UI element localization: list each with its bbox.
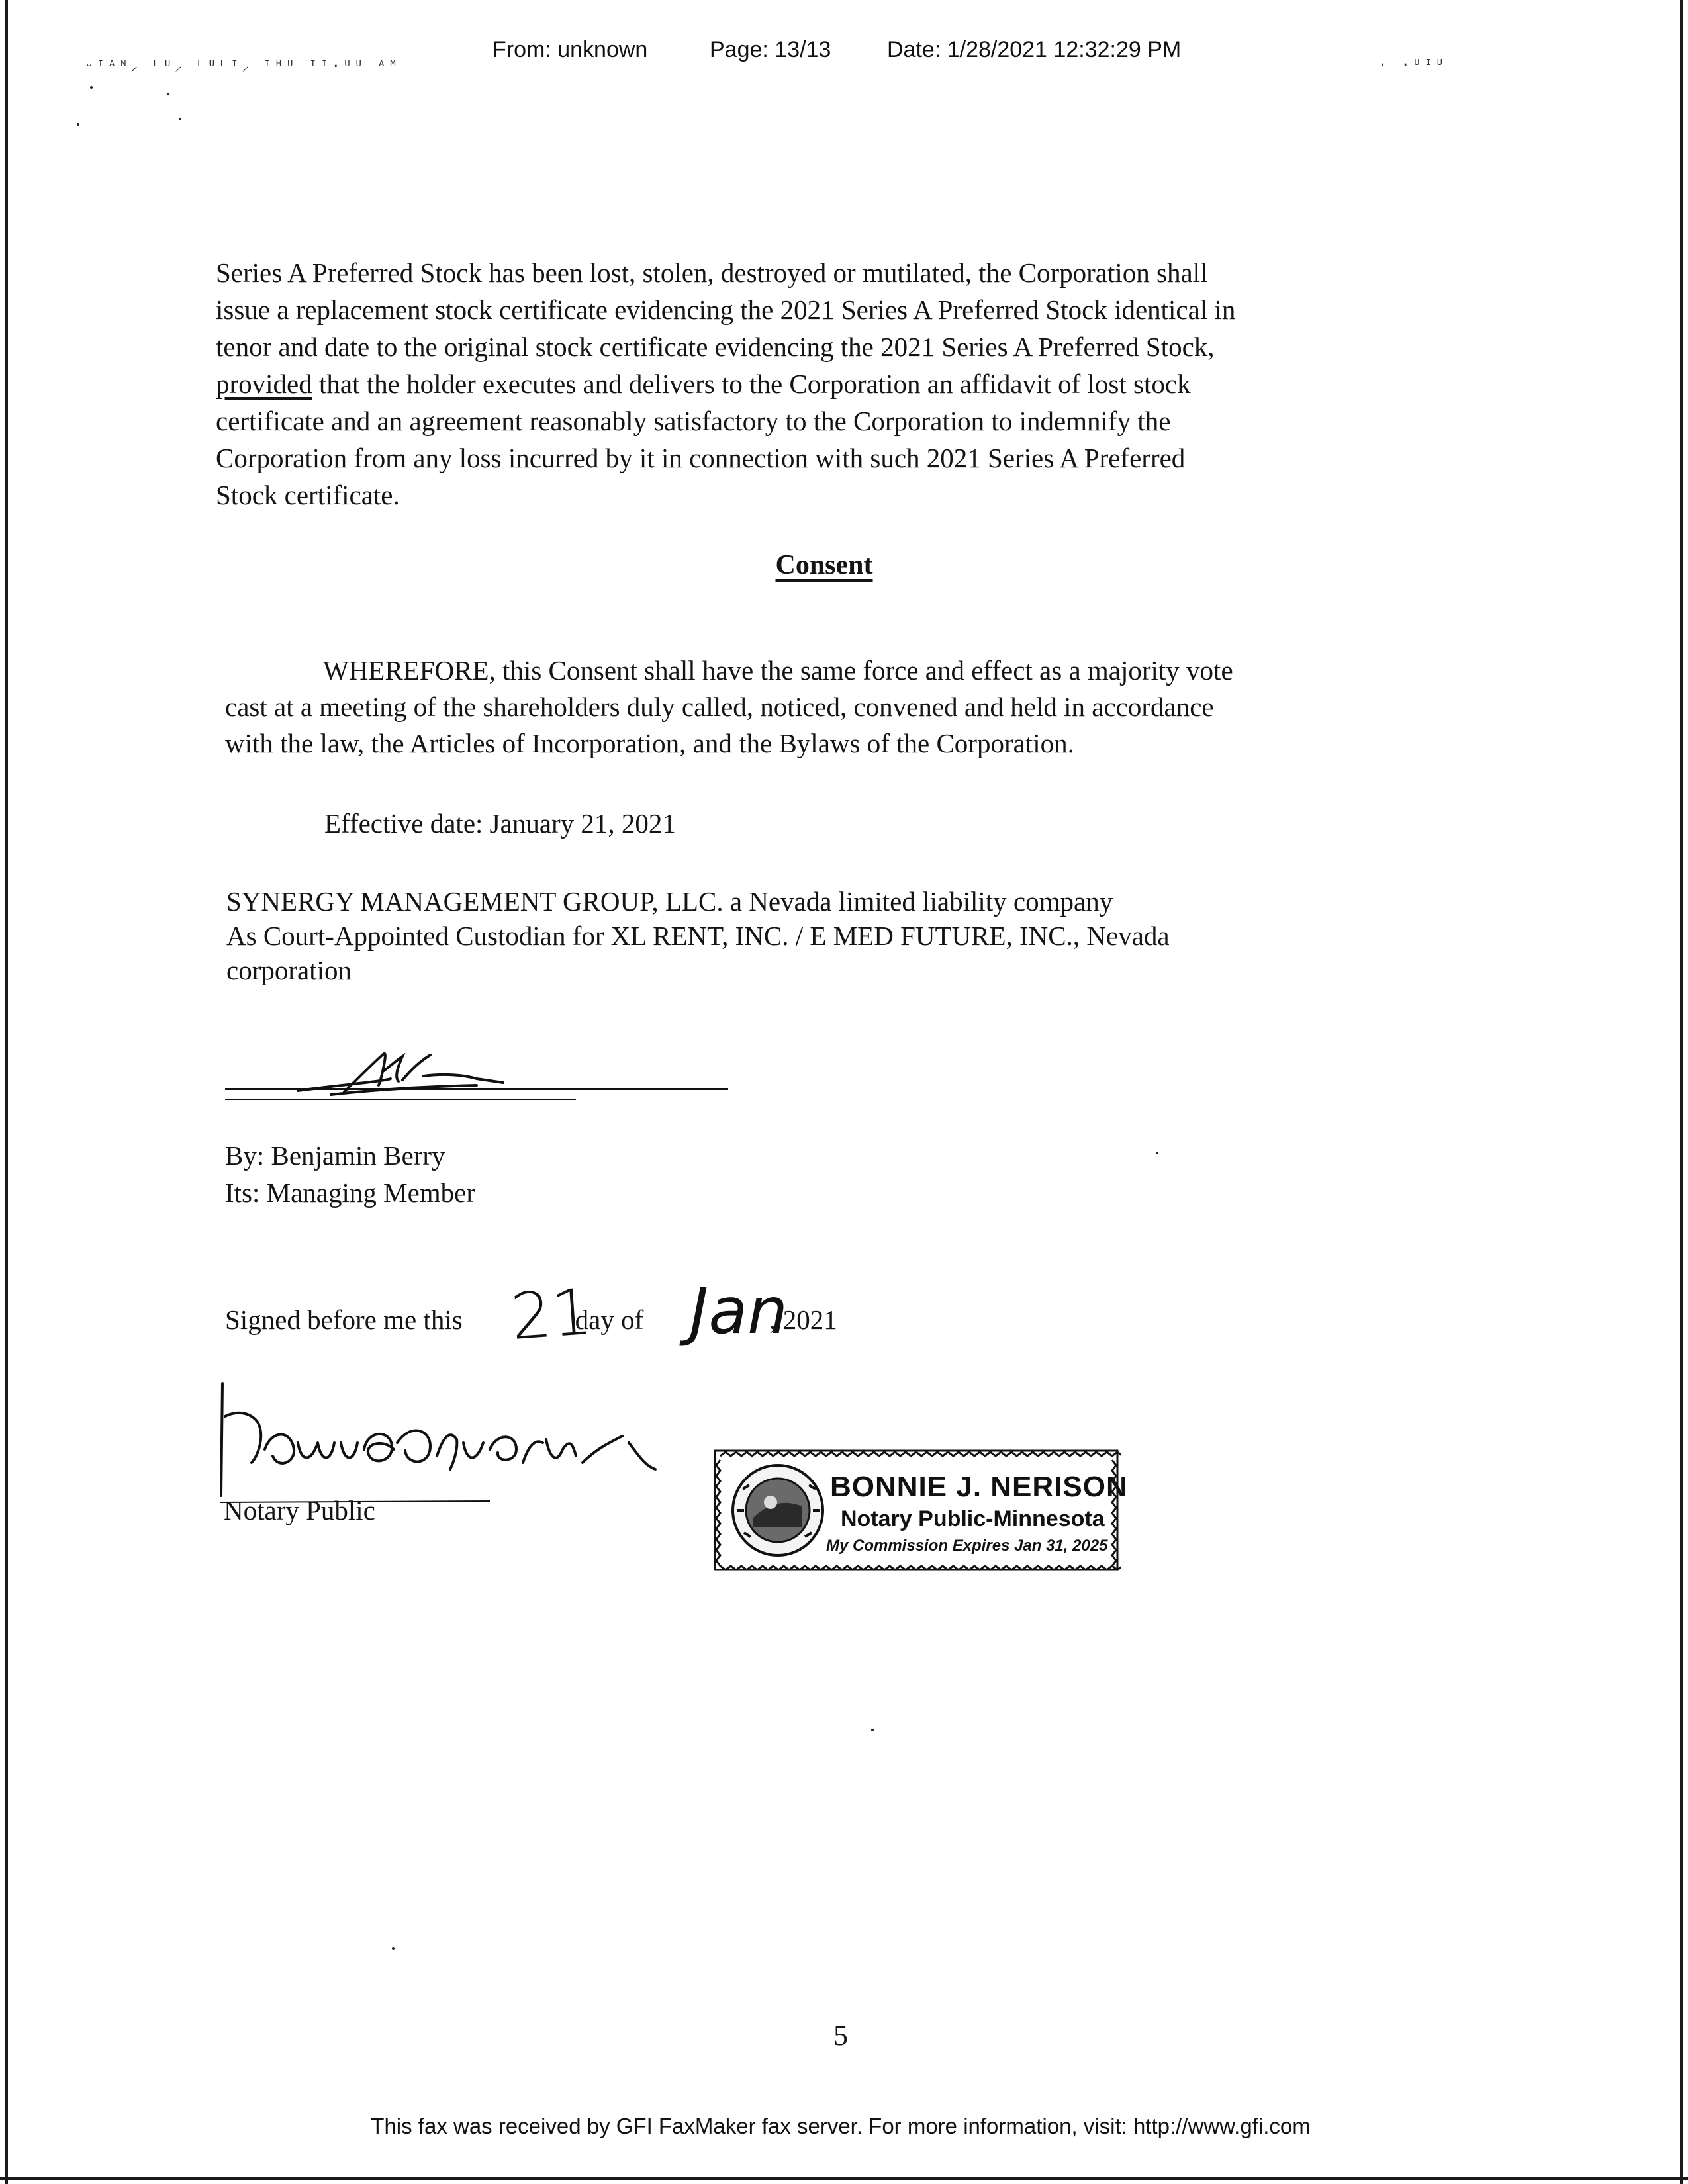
- company-line: SYNERGY MANAGEMENT GROUP, LLC. a Nevada limited liability company: [226, 886, 1113, 917]
- state-seal-emblem-icon: [729, 1459, 826, 1562]
- paragraph-line: Stock certificate.: [216, 480, 400, 510]
- signatory-name: By: Benjamin Berry: [225, 1140, 445, 1171]
- notary-signature-block: [212, 1377, 662, 1509]
- company-block: [226, 884, 1170, 987]
- attestation-day-of: day of: [575, 1304, 644, 1335]
- indemnity-paragraph: [216, 254, 1460, 514]
- handwritten-month: Jan: [690, 1274, 788, 1348]
- paragraph-line: WHEREFORE, this Consent shall have the same force and effect as a majority vote: [323, 655, 1233, 686]
- provided-term: provided: [216, 369, 312, 399]
- scan-border-left: [5, 0, 8, 2184]
- fax-date: Date: 1/28/2021 12:32:29 PM: [887, 37, 1182, 62]
- scan-noise-right: · ·ᵁᴵᵁ: [1378, 57, 1447, 73]
- paragraph-line: Series A Preferred Stock has been lost, stolen, destroyed or mutilated, the Corporation shall: [216, 257, 1208, 288]
- paragraph-line: with the law, the Articles of Incorporation, and the Bylaws of the Corporation.: [225, 728, 1074, 758]
- notary-commission-expiry: My Commission Expires Jan 31, 2025: [826, 1537, 1108, 1555]
- scan-speck: [77, 123, 79, 126]
- effective-date: Effective date: January 21, 2021: [324, 808, 676, 839]
- scan-noise-left: ᵕᴵᴬᴺ⸝ ᴸᵁ⸝ ᴸᵁᴸᴵ⸝ ᴵᴴᵁ ᴵᴵ·ᵁᵁ ᴬᴹ: [85, 58, 400, 75]
- paragraph-line-rest: that the holder executes and delivers to the Corporation an affidavit of lost stock: [312, 369, 1191, 399]
- paragraph-line: cast at a meeting of the shareholders duly called, noticed, convened and held in accordance: [225, 692, 1214, 722]
- paragraph-line: issue a replacement stock certificate evidencing the 2021 Series A Preferred Stock identical in: [216, 295, 1236, 325]
- scan-speck: [167, 93, 169, 95]
- signature-line: [225, 1099, 576, 1100]
- company-line: As Court-Appointed Custodian for XL RENT, INC. / E MED FUTURE, INC., Nevada: [226, 921, 1170, 951]
- scan-speck: [871, 1729, 874, 1731]
- scan-speck: [392, 1947, 395, 1950]
- signature-block: [225, 1039, 741, 1112]
- signatory-title: Its: Managing Member: [225, 1177, 476, 1208]
- notary-seal: [711, 1447, 1128, 1574]
- consent-heading: Consent: [775, 550, 873, 580]
- signature-line: [225, 1088, 728, 1090]
- paragraph-line: tenor and date to the original stock certificate evidencing the 2021 Series A Preferred Stock,: [216, 332, 1215, 362]
- nerison-signature-icon: [212, 1377, 662, 1509]
- scan-speck: [1156, 1152, 1158, 1154]
- paragraph-line: [216, 365, 1460, 402]
- company-line: corporation: [226, 955, 352, 985]
- handwritten-day: 21: [508, 1274, 594, 1355]
- page-number: 5: [833, 2019, 848, 2052]
- paragraph-line: Corporation from any loss incurred by it in connection with such 2021 Series A Preferred: [216, 443, 1186, 473]
- scan-border-right: [1680, 0, 1683, 2184]
- signatory-block: [225, 1137, 475, 1211]
- scan-speck: [90, 86, 93, 89]
- attestation-year: , 2021: [769, 1304, 837, 1335]
- wherefore-paragraph: [225, 653, 1436, 762]
- berry-signature-icon: [225, 1039, 741, 1112]
- notary-title: Notary Public-Minnesota: [841, 1506, 1105, 1531]
- attestation-text: Signed before me this: [225, 1304, 463, 1335]
- scan-speck: [179, 118, 181, 120]
- fax-from: From: unknown: [492, 37, 648, 62]
- fax-page-count: Page: 13/13: [710, 37, 831, 62]
- notary-public-label: Notary Public: [224, 1495, 375, 1525]
- fax-footer: This fax was received by GFI FaxMaker fax server. For more information, visit: http://www.gfi.com: [371, 2114, 1311, 2138]
- notary-name: BONNIE J. NERISON: [830, 1471, 1128, 1503]
- paragraph-line: certificate and an agreement reasonably satisfactory to the Corporation to indemnify the: [216, 406, 1171, 436]
- scan-border-bottom: [0, 2177, 1688, 2180]
